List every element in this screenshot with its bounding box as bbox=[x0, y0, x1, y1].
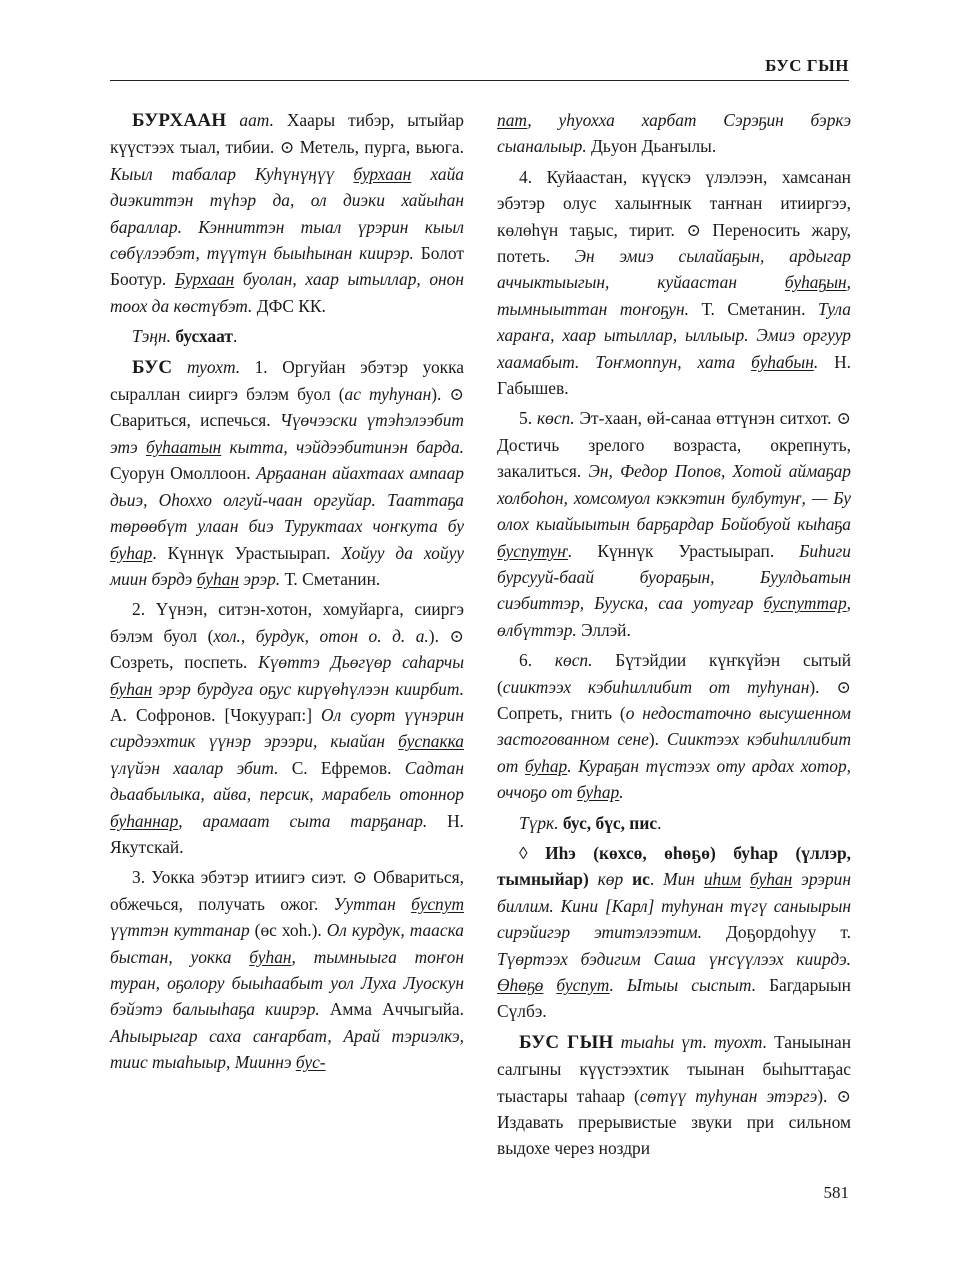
definition: Эт-хаан, өй-санаа өттүнэн ситхот. ⊙ Достичь зрелого возраста, окрепнуть, закалиться. bbox=[497, 408, 851, 482]
punct: . bbox=[657, 812, 662, 833]
headword: БУС bbox=[132, 356, 173, 378]
example: Ууттан bbox=[333, 893, 412, 914]
example-keyword: буhан bbox=[249, 946, 292, 967]
editorial-insert: Карл bbox=[611, 895, 648, 916]
example: Хойуу да хойуу миин бэрдэ bbox=[110, 542, 465, 589]
synonym: бусхаат bbox=[175, 326, 233, 347]
entry-burhaan bbox=[110, 107, 464, 319]
example: ҕа төрөөбүт улаан биэ Туруктаах чоҥкута бу bbox=[110, 489, 464, 537]
entry-bus-3 bbox=[110, 864, 464, 1075]
translation: ). ⊙ Созреть, поспеть. bbox=[110, 625, 464, 673]
header-rule bbox=[110, 80, 849, 81]
translation: ). ⊙ Сопреть, гнить ( bbox=[497, 676, 851, 723]
example-keyword: буhар bbox=[576, 782, 620, 803]
source: Т. Сметанин. bbox=[689, 298, 818, 319]
example: кытта, чэйдээбитинэн барда. bbox=[221, 436, 465, 457]
grammar-label: тыаhы үт. туохт. bbox=[620, 1031, 768, 1052]
source: Н. Габышев. bbox=[497, 351, 851, 399]
example: Аhыырыгар саха саҥарбат, Арай тэриэлкэ, тиис тыаhыыр, Мииннэ bbox=[110, 1025, 464, 1073]
cognates: бус, бүс, пис bbox=[558, 812, 658, 833]
example: Кыыл табалар Куhүнүңүү bbox=[110, 163, 354, 184]
source: Н. Якутскай. bbox=[110, 810, 464, 857]
idiom-entry bbox=[497, 840, 851, 1025]
source: Болот Боотур. bbox=[110, 243, 464, 290]
example-keyword: буhан bbox=[749, 869, 793, 890]
example: ] туhунан түгү саныырын сирэйигэр этитэлээтим. bbox=[497, 895, 851, 943]
gloss-note: о недостаточно высушенном застогованном сене bbox=[497, 702, 851, 750]
sense-number: 5. bbox=[519, 408, 537, 429]
right-column bbox=[497, 107, 851, 1166]
example: . Ытыы сыспыт. bbox=[609, 975, 757, 995]
entry-bus-4 bbox=[497, 164, 851, 402]
example-keyword: иhим bbox=[703, 869, 742, 890]
example-keyword: Бурхаан bbox=[174, 269, 235, 290]
entry-bus-5 bbox=[497, 405, 851, 643]
example: . Кураҕан түстээх оту ардах хотор, оччоҕо от bbox=[497, 755, 851, 803]
gloss-note: хол., бурдук, отон о. д. а. bbox=[213, 625, 429, 646]
example: . bbox=[568, 540, 573, 561]
example-keyword: буhаатын bbox=[145, 436, 222, 457]
source: Эллэй. bbox=[576, 619, 631, 640]
cross-ref-label: көр bbox=[588, 869, 633, 890]
example: , тымныыттан тоҥоҕун. bbox=[497, 272, 851, 319]
example: Биhиги бурсууй-баай буораҕын, Буулдьатын сиэбиттэр, Бууска, саа уотугар bbox=[497, 540, 851, 614]
example: хайа диэкиттэн түhэр да, ол диэки хайыhан бараллар. Кэнниттэн тыал үрэрин кыыл сөбүлээбэт, түүтүн быыhынан киирэр. bbox=[110, 163, 464, 264]
example: Тула хараҥа, хаар ытыллар, ыллыыр. Эмиэ оргуур хаамабыт. Тоҥмоппун, хата bbox=[497, 298, 851, 372]
etymology-label: Түрк. bbox=[519, 812, 559, 833]
grammar-label: көсп. bbox=[537, 408, 575, 429]
definition: Таныынан салгыны күүстээхтик тыынан быhыттаҕас тыастары таhаар ( bbox=[497, 1031, 852, 1106]
example: үлүйэн хаалар эбит. bbox=[110, 757, 279, 778]
example: , уhуохха харбат Сэрэҕин бэркэ сыаналыыр. bbox=[497, 110, 851, 157]
synonym-label: Тэңн. bbox=[132, 326, 171, 347]
example: Күөттэ Дьөгүөр саhарчы bbox=[258, 652, 464, 673]
space bbox=[543, 975, 556, 995]
example: эрэрин биллим. Кини [ bbox=[497, 869, 851, 916]
example-keyword: буhабын bbox=[751, 351, 814, 372]
example-keyword: буспуттар bbox=[763, 593, 847, 614]
translation: ⊙ Метель, пурга, вьюга. bbox=[279, 137, 464, 158]
source: ДФС КК. bbox=[252, 295, 326, 316]
translation: ). ⊙ Свариться, испечься. bbox=[110, 384, 464, 431]
gloss-note: ас туhунан bbox=[344, 384, 432, 405]
definition: Хаары тибэр, ытыйар күүстээх тыал, тибии. bbox=[110, 110, 464, 158]
example-keyword: буhан bbox=[196, 568, 239, 589]
definition: Бүтэйдии күҥкүйэн сытый ( bbox=[497, 650, 852, 697]
example-keyword: буспакка bbox=[398, 731, 464, 752]
example: , өлбүттэр. bbox=[497, 593, 851, 640]
space bbox=[741, 869, 750, 889]
example-keyword: буспутуҥ bbox=[497, 540, 569, 561]
example: эрэр бурдуга оҕус кирүөhүлээн киирбит. bbox=[152, 678, 464, 699]
entry-burhaan-synonym bbox=[110, 323, 464, 349]
grammar-label: көсп. bbox=[554, 650, 593, 671]
example: буолан, хаар ытыллар, онон тоох да көстүбэт. bbox=[110, 269, 464, 316]
source: Т. Сметанин. bbox=[280, 568, 381, 589]
source: А. Софронов. [Чокуурап:] bbox=[110, 704, 322, 725]
example-keyword: буспут bbox=[411, 893, 465, 914]
punct: ). bbox=[648, 729, 667, 750]
source: Амма Аччыгыйа. bbox=[319, 999, 465, 1020]
source: Доҕордоhуу т. bbox=[702, 922, 851, 943]
definition: 2. Үүнэн, ситэн-хотон, хомуйарга, сииргэ бэлэм буол ( bbox=[110, 599, 464, 646]
example-keyword: буhан bbox=[110, 678, 153, 699]
example: , тымныыга тоҥон туран, оҕолору быыhаабыт уол Луха Луоскун бэйэтэ балыыhаҕа киирэр. bbox=[110, 946, 464, 1020]
source: С. Ефремов. bbox=[278, 757, 405, 778]
gloss-note: сииктээх кэбиhиллибит от туhунан bbox=[502, 676, 810, 697]
source: . Күннүк Урастыырап. bbox=[152, 542, 342, 563]
entry-bus-gyn bbox=[497, 1029, 851, 1162]
example: Чүөчээски үтэhэлээбит этэ bbox=[110, 410, 464, 457]
example: . bbox=[619, 782, 624, 803]
definition: 3. Уокка эбэтэр итиигэ сиэт. ⊙ Обвариться, обжечься, получать ожог. bbox=[110, 867, 464, 914]
example-keyword: буhаҕын bbox=[784, 272, 847, 293]
headword: БУРХААН bbox=[132, 110, 227, 131]
definition: 4. Куйаастан, күүскэ үлэлээн, хамсанан эбэтэр олус халыҥнык таҥнан итииргээ, көлөhүн таҕыс, тирит. ⊙ Переносить жару, потеть. bbox=[497, 166, 851, 267]
entry-bus-3-continued bbox=[497, 107, 851, 160]
definition: 1. Оргуйан эбэтэр уокка сыраллан сииргэ бэлэм буол ( bbox=[110, 356, 464, 405]
example: Ол суорт үүнэрин сирдээхтик үүнэр эрээри, кыайан bbox=[110, 704, 464, 752]
example-keyword: пат bbox=[497, 110, 528, 130]
grammar-label: аат. bbox=[239, 110, 274, 130]
source: Багдарыын Сүлбэ. bbox=[497, 975, 851, 1022]
grammar-label: туохт. bbox=[187, 356, 241, 377]
example: Мин bbox=[663, 869, 704, 890]
example: Садтан дьаабылыка, айва, персик, марабель отоннор bbox=[110, 757, 464, 805]
source: Суорун Омоллоон. bbox=[110, 463, 257, 484]
headword: БУС ГЫН bbox=[519, 1031, 614, 1053]
left-column bbox=[110, 107, 464, 1080]
entry-bus-1 bbox=[110, 354, 464, 593]
entry-bus-2 bbox=[110, 596, 464, 860]
entry-bus-6 bbox=[497, 647, 851, 805]
example: Түөртээх бэдигим Саша үҥсүүлээх киирдэ. bbox=[497, 948, 851, 969]
example-keyword: буhар bbox=[524, 755, 568, 776]
example: үүттэн куттанар bbox=[110, 920, 250, 941]
page-number: 581 bbox=[823, 1183, 849, 1202]
gloss-note: сөтүү туhунан этэргэ bbox=[639, 1085, 818, 1106]
source: Дьуон Дьаҥылы. bbox=[586, 136, 717, 157]
example-keyword: бурхаан bbox=[353, 163, 412, 184]
example-keyword: буспут bbox=[556, 975, 610, 995]
running-head: БУС ГЫН bbox=[765, 56, 849, 75]
example: Эн эмиэ сылайаҕын, ардыгар аччыктыыгын, куйаастан bbox=[497, 246, 851, 293]
punct: . bbox=[232, 326, 238, 347]
example: Арҕаанан айахтаах ампаар дьиэ, Оhоххо олгуй-чаан оргуйар. Таатта bbox=[110, 463, 464, 510]
etymology bbox=[497, 810, 851, 836]
example: . bbox=[813, 351, 819, 372]
cross-ref: ис bbox=[632, 869, 650, 890]
punct: . bbox=[649, 869, 664, 890]
example-keyword: бус- bbox=[295, 1052, 326, 1073]
example: Ол курдук, тааска быстан, уокка bbox=[110, 920, 464, 967]
source: (өс хоh.). bbox=[249, 920, 327, 941]
example-keyword: буhар bbox=[110, 542, 153, 563]
example-keyword: Өhөҕө bbox=[497, 975, 544, 995]
example: , арамаат сыта тарҕанар. bbox=[178, 810, 428, 831]
example: эрэр. bbox=[238, 568, 281, 589]
source: Күннүк Урастыырап. bbox=[572, 540, 800, 561]
idiom: ◊ Иhэ (көхсө, өhөҕө) буhар (үллэр, тымныйар) bbox=[497, 842, 851, 890]
translation: ). ⊙ Издавать прерывистые звуки при сильном выдохе через ноздри bbox=[497, 1085, 851, 1159]
example: Сииктээх кэбиhиллибит от bbox=[497, 729, 851, 776]
sense-number: 6. bbox=[519, 650, 555, 671]
example: Эн, Федор Попов, Хотой аймаҕар холбоhон, хомсомуол кэккэтин булбутуҥ, — Бу олох кыайыытын барҕардар Бойобуой кыhаҕа bbox=[497, 461, 851, 535]
example-keyword: буhаннар bbox=[110, 810, 179, 831]
